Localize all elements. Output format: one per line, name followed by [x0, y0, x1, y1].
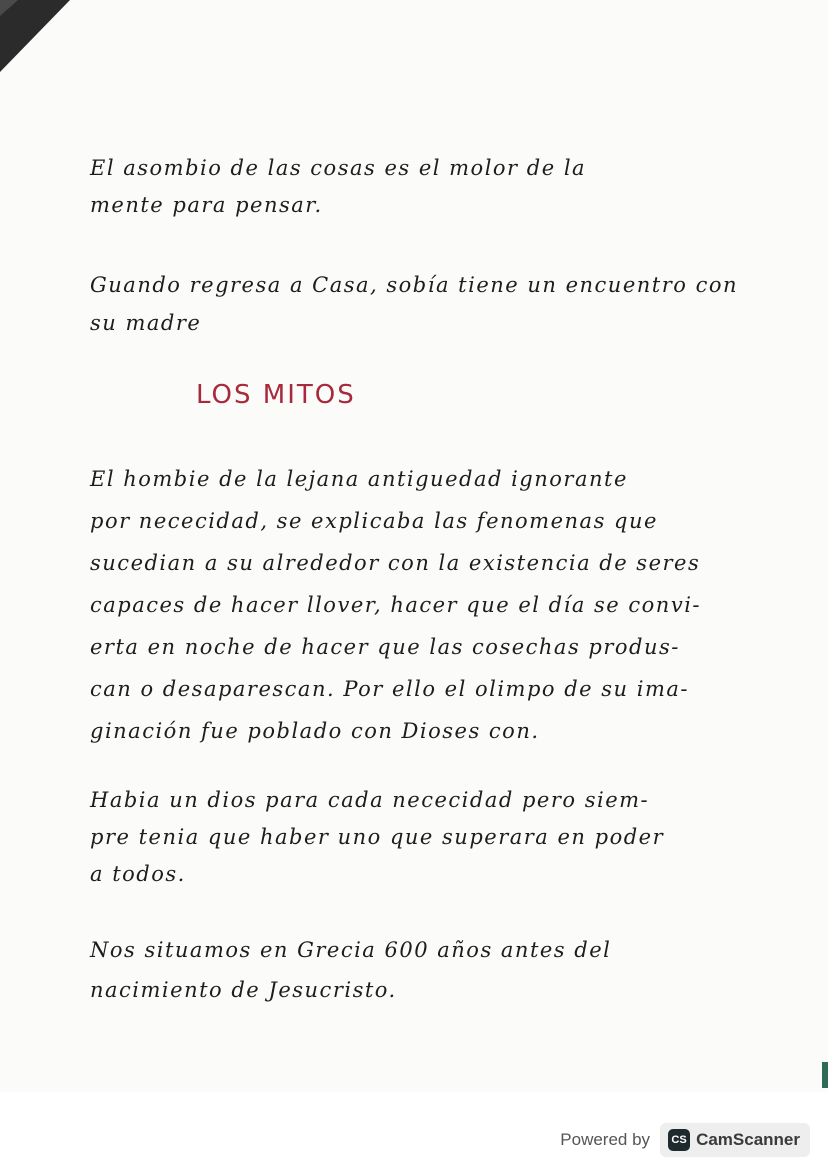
paragraph-2: Guando regresa a Casa, sobía tiene un encuentro con su madre: [90, 273, 739, 335]
paragraph-3: El hombie de la lejana antiguedad ignorante por nececidad, se explicaba las fenomenas que sucedian a su alrededor con la existencia de seres capaces de hacer llover, hacer que el día se convi- erta en noche de hacer que las cosechas produs- can o desaparescan. Por ello el olimpo de su ima- ginación fue poblado con Dioses con.: [90, 467, 702, 743]
scanner-watermark: [560, 1120, 810, 1160]
paragraph-1: El asombio de las cosas es el molor de la mente para pensar.: [90, 156, 587, 217]
camscanner-badge: [660, 1123, 810, 1157]
section-title: LOS MITOS: [196, 380, 356, 410]
page-edge-mark: [822, 1062, 828, 1088]
camscanner-brand-name: CamScanner: [696, 1130, 800, 1149]
paragraph-5: Nos situamos en Grecia 600 años antes del nacimiento de Jesucristo.: [90, 938, 612, 1002]
camscanner-logo-icon: CS: [668, 1129, 690, 1151]
paragraph-4: Habia un dios para cada nececidad pero siem- pre tenia que haber uno que superara en poder a todos.: [90, 788, 665, 886]
powered-by-label: Powered by: [560, 1130, 651, 1149]
page-corner-fold: [0, 0, 90, 80]
